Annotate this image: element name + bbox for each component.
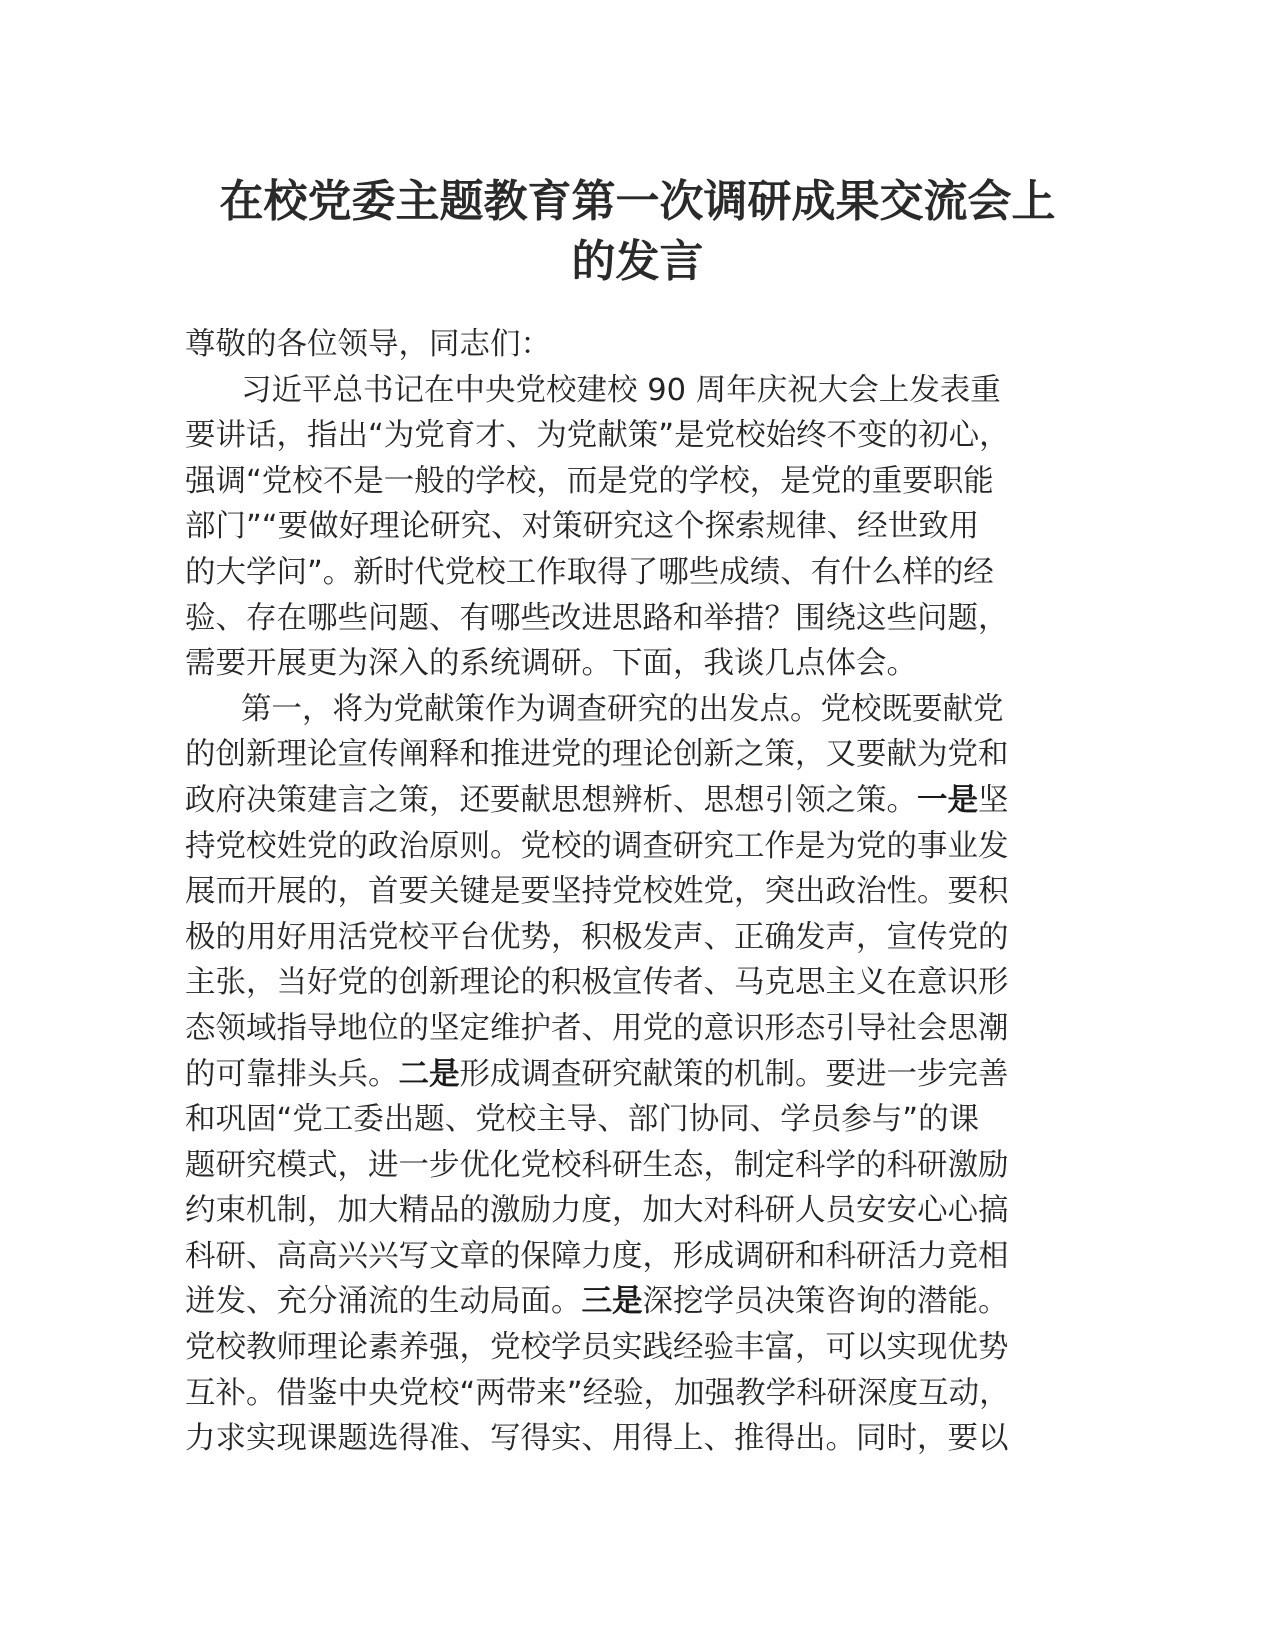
text-run: 要讲话，指出“为党育才、为党献策”是党校始终不变的初心， — [185, 418, 1010, 454]
text-line — [185, 1416, 1095, 1462]
text-line — [185, 1097, 1095, 1143]
text-line — [185, 732, 1095, 778]
text-run: 政府决策建言之策，还要献思想辨析、思想引领之策。 — [185, 782, 917, 818]
document-title — [170, 172, 1105, 292]
text-run: 尊敬的各位领导，同志们： — [185, 327, 551, 362]
text-run: 极的用好用活党校平台优势，积极发声、正确发声，宣传党的 — [185, 919, 1009, 955]
text-run: 第一，将为党献策作为调查研究的出发点。党校既要献党 — [241, 691, 1004, 727]
bold-marker: 一是 — [917, 782, 978, 818]
text-run: 验、存在哪些问题、有哪些改进思路和举措？围绕这些问题， — [185, 600, 1009, 636]
title-line-2: 的发言 — [571, 236, 704, 287]
text-run: 强调“党校不是一般的学校，而是党的学校，是党的重要职能 — [185, 463, 994, 499]
text-run: 展而开展的，首要关键是要坚持党校姓党，突出政治性。要积 — [185, 874, 1009, 910]
text-line — [185, 778, 1095, 824]
text-line — [185, 641, 1095, 687]
text-run: 坚 — [978, 782, 1009, 818]
text-line — [185, 322, 1095, 368]
text-line — [185, 960, 1095, 1006]
text-line — [185, 824, 1095, 870]
text-line — [185, 1052, 1095, 1098]
text-run: 的大学问”。新时代党校工作取得了哪些成绩、有什么样的经 — [185, 554, 994, 590]
text-line — [185, 1143, 1095, 1189]
text-line — [185, 1188, 1095, 1234]
bold-marker: 三是 — [581, 1284, 643, 1320]
text-run: 力求实现课题选得准、写得实、用得上、推得出。同时，要以 — [185, 1421, 1009, 1457]
text-line — [185, 413, 1095, 459]
text-run: 的创新理论宣传阐释和推进党的理论创新之策，又要献为党和 — [185, 737, 1009, 773]
text-line — [185, 550, 1095, 596]
text-run: 习近平总书记在中央党校建校 90 周年庆祝大会上发表重 — [241, 372, 1001, 408]
text-run: 态领域指导地位的坚定维护者、用党的意识形态引导社会思潮 — [185, 1010, 1009, 1046]
text-line — [185, 459, 1095, 505]
text-run: 需要开展更为深入的系统调研。下面，我谈几点体会。 — [185, 646, 917, 682]
text-run: 和巩固“党工委出题、党校主导、部门协同、学员参与”的课 — [185, 1102, 980, 1138]
text-run: 持党校姓党的政治原则。党校的调查研究工作是为党的事业发 — [185, 828, 1009, 864]
text-run: 部门”“要做好理论研究、对策研究这个探索规律、经世致用 — [185, 509, 980, 545]
text-run: 互补。借鉴中央党校“两带来”经验，加强教学科研深度互动， — [185, 1375, 1010, 1411]
document-body — [185, 322, 1095, 1462]
text-line — [185, 504, 1095, 550]
text-run: 迸发、充分涌流的生动局面。 — [185, 1284, 582, 1320]
text-line — [185, 915, 1095, 961]
text-run: 形成调查研究献策的机制。要进一步完善 — [459, 1056, 1009, 1092]
text-line — [185, 1234, 1095, 1280]
title-line-1: 在校党委主题教育第一次调研成果交流会上 — [219, 176, 1056, 227]
text-line — [185, 1279, 1095, 1325]
text-run: 约束机制，加大精品的激励力度，加大对科研人员安安心心搞 — [185, 1193, 1009, 1229]
bold-marker: 二是 — [398, 1056, 460, 1092]
text-line — [185, 869, 1095, 915]
text-run: 科研、高高兴兴写文章的保障力度，形成调研和科研活力竞相 — [185, 1238, 1009, 1274]
text-run: 主张，当好党的创新理论的积极宣传者、马克思主义在意识形 — [185, 965, 1009, 1001]
text-line — [185, 687, 1095, 733]
text-line — [185, 1006, 1095, 1052]
text-run: 深挖学员决策咨询的潜能。 — [642, 1284, 1009, 1320]
text-line — [185, 1325, 1095, 1371]
text-line — [185, 596, 1095, 642]
text-run: 的可靠排头兵。 — [185, 1056, 399, 1092]
text-line — [185, 368, 1095, 414]
text-run: 党校教师理论素养强，党校学员实践经验丰富，可以实现优势 — [185, 1330, 1009, 1366]
text-line — [185, 1371, 1095, 1417]
text-run: 题研究模式，进一步优化党校科研生态，制定科学的科研激励 — [185, 1147, 1009, 1183]
